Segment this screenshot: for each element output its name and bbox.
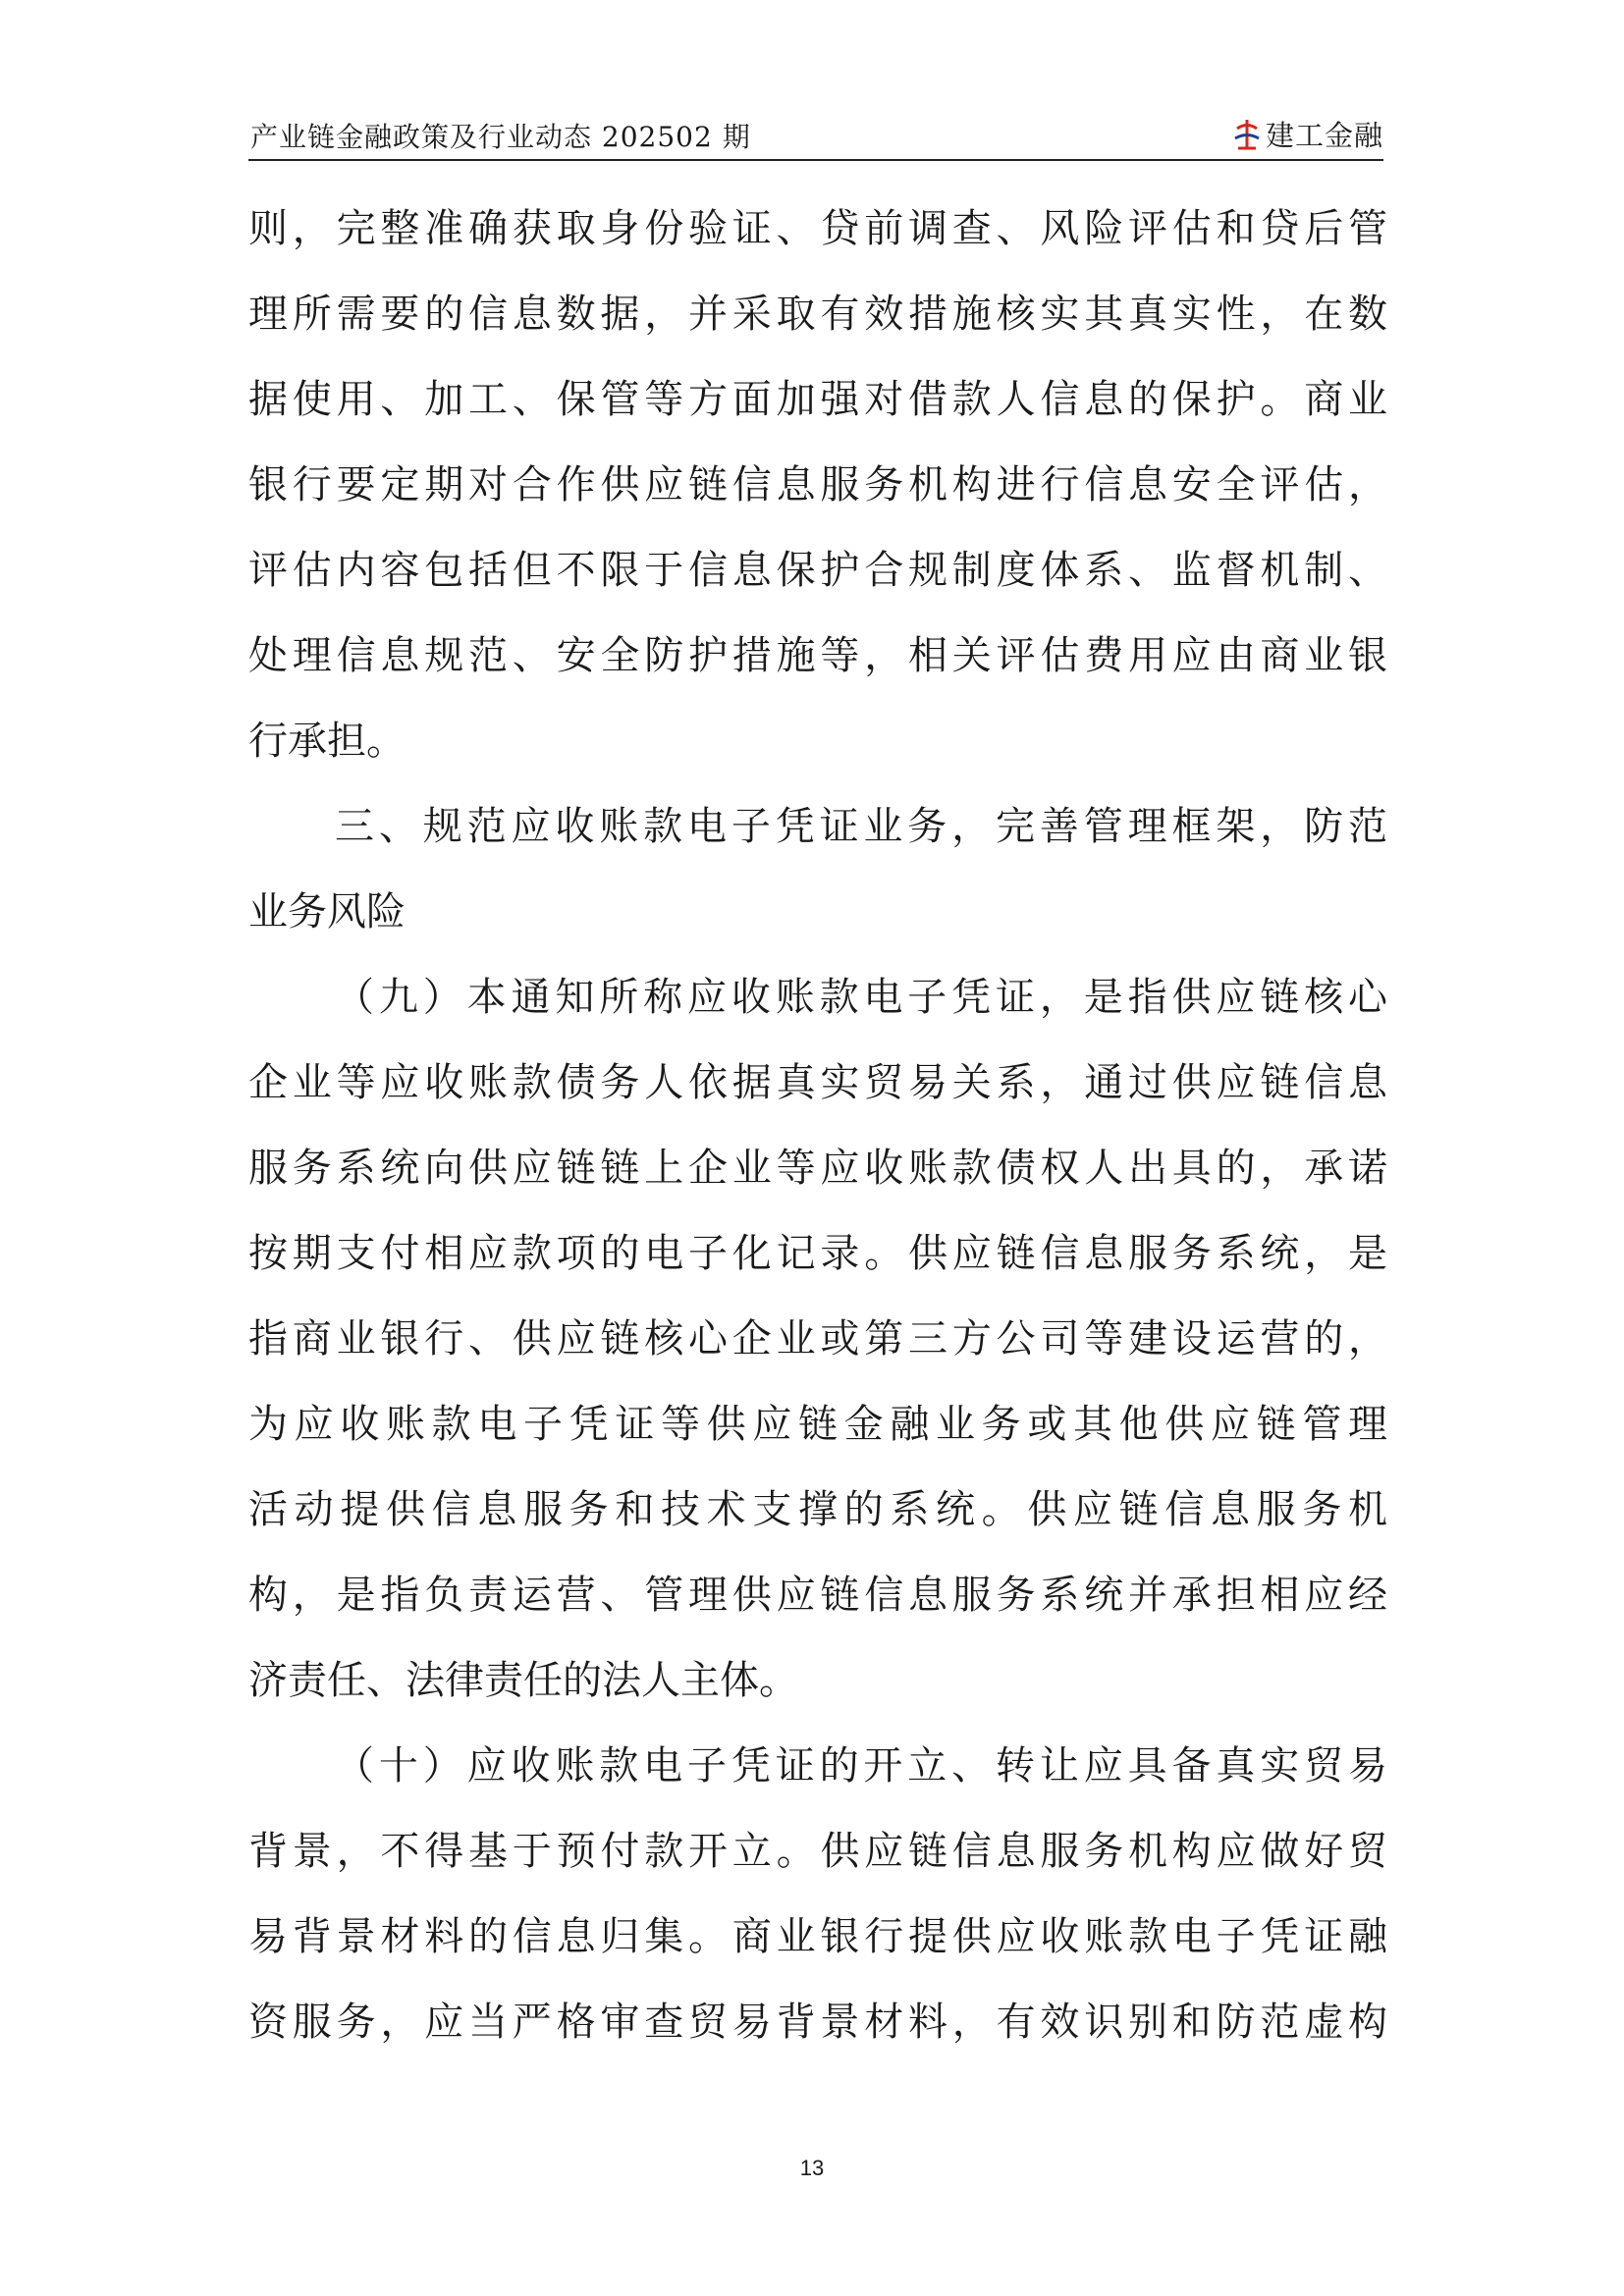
text-line: 活动提供信息服务和技术支撑的系统。供应链信息服务机 (248, 1487, 1387, 1532)
text-line: 资服务，应当严格审查贸易背景材料，有效识别和防范虚构 (248, 2000, 1387, 2045)
text-line: 理所需要的信息数据，并采取有效措施核实其真实性，在数 (248, 292, 1387, 337)
text-line: 济责任、法律责任的法人主体。 (248, 1658, 798, 1703)
paragraph-start: （十）应收账款电子凭证的开立、转让应具备真实贸易 (335, 1743, 1387, 1789)
text-line: 为应收账款电子凭证等供应链金融业务或其他供应链管理 (248, 1402, 1387, 1447)
section-heading: 三、规范应收账款电子凭证业务，完善管理框架，防范 (335, 804, 1387, 849)
text-line: 处理信息规范、安全防护措施等，相关评估费用应由商业银 (248, 633, 1387, 678)
text-line: 易背景材料的信息归集。商业银行提供应收账款电子凭证融 (248, 1914, 1387, 1959)
text-line: 构，是指负责运营、管理供应链信息服务系统并承担相应经 (248, 1573, 1387, 1618)
text-line: 服务系统向供应链链上企业等应收账款债权人出具的，承诺 (248, 1146, 1387, 1191)
text-line: 按期支付相应款项的电子化记录。供应链信息服务系统，是 (248, 1231, 1387, 1276)
company-logo-icon (1232, 118, 1262, 151)
text-line: 背景，不得基于预付款开立。供应链信息服务机构应做好贸 (248, 1829, 1387, 1874)
text-line: 企业等应收账款债务人依据真实贸易关系，通过供应链信息 (248, 1060, 1387, 1105)
page-number: 13 (799, 2156, 825, 2180)
header-title: 产业链金融政策及行业动态 202502 期 (250, 121, 751, 153)
text-line: 评估内容包括但不限于信息保护合规制度体系、监督机制、 (248, 548, 1387, 593)
document-body (248, 187, 1387, 2065)
paragraph-start: （九）本通知所称应收账款电子凭证，是指供应链核心 (335, 975, 1387, 1020)
section-heading: 业务风险 (248, 889, 406, 934)
text-line: 则，完整准确获取身份验证、贷前调查、风险评估和贷后管 (248, 206, 1387, 251)
brand-name: 建工金融 (1265, 119, 1383, 152)
text-line: 银行要定期对合作供应链信息服务机构进行信息安全评估， (248, 462, 1387, 507)
text-line: 行承担。 (248, 719, 406, 764)
text-line: 指商业银行、供应链核心企业或第三方公司等建设运营的， (248, 1316, 1387, 1362)
brand (1232, 114, 1383, 154)
text-line: 据使用、加工、保管等方面加强对借款人信息的保护。商业 (248, 377, 1387, 422)
page-header (248, 110, 1383, 161)
